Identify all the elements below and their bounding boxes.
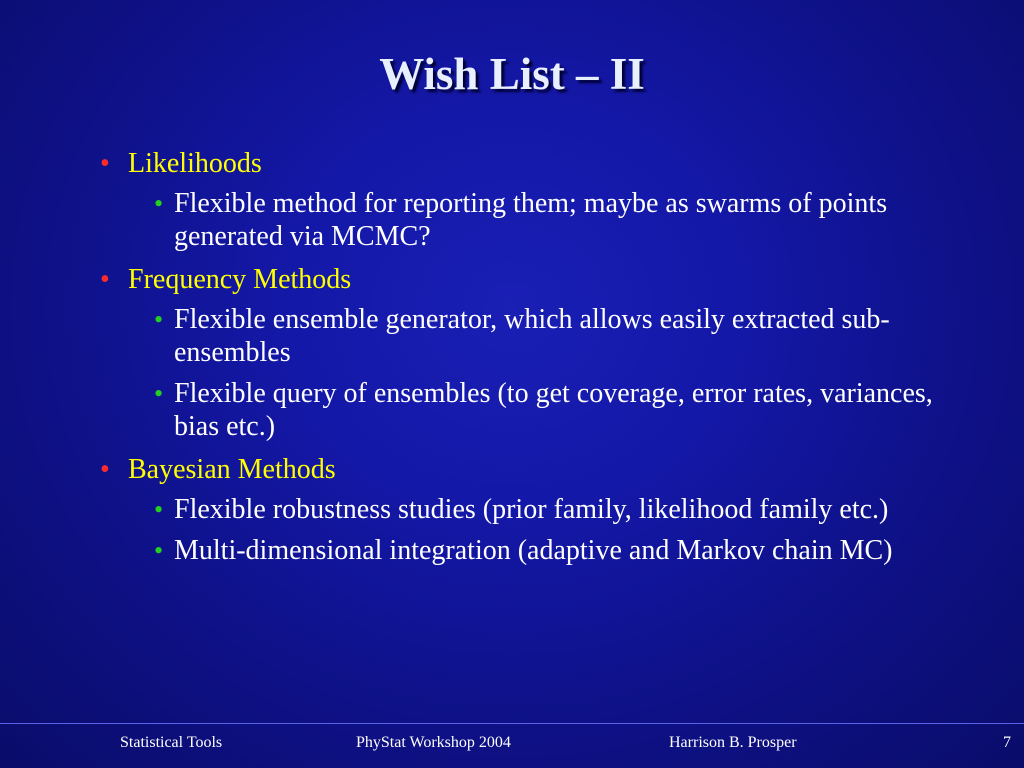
- footer-divider: [0, 723, 1024, 724]
- red-bullet-icon: •: [100, 148, 110, 179]
- red-bullet-icon: •: [100, 454, 110, 485]
- sub-bullet-item: [154, 493, 934, 526]
- page-number: 7: [1003, 734, 1011, 751]
- sub-bullet-text: Multi-dimensional integration (adaptive and Markov chain MC): [174, 535, 893, 566]
- sub-bullet-text: Flexible query of ensembles (to get coverage, error rates, variances, bias etc.): [174, 378, 933, 442]
- sub-bullet-text: Flexible robustness studies (prior family, likelihood family etc.): [174, 494, 889, 525]
- section-heading: Bayesian Methods: [128, 454, 336, 485]
- section-heading: Likelihoods: [128, 148, 262, 179]
- green-bullet-icon: •: [154, 379, 164, 408]
- sub-bullet-text: Flexible ensemble generator, which allows easily extracted sub-ensembles: [174, 304, 890, 368]
- footer-center: PhyStat Workshop 2004: [356, 734, 511, 751]
- sub-bullet-item: [154, 187, 934, 253]
- green-bullet-icon: •: [154, 189, 164, 218]
- green-bullet-icon: •: [154, 305, 164, 334]
- bullet-bayesian-methods: [100, 451, 960, 488]
- sub-bullet-text: Flexible method for reporting them; maybe as swarms of points generated via MCMC?: [174, 188, 888, 252]
- bullet-likelihoods: [100, 145, 960, 182]
- slide-content: [100, 145, 960, 575]
- section-heading: Frequency Methods: [128, 264, 352, 295]
- bullet-frequency-methods: [100, 261, 960, 298]
- footer-right: Harrison B. Prosper: [669, 734, 797, 751]
- sub-bullet-item: [154, 377, 934, 443]
- sub-bullet-item: [154, 303, 934, 369]
- red-bullet-icon: •: [100, 264, 110, 295]
- green-bullet-icon: •: [154, 536, 164, 565]
- slide-title: Wish List – II: [379, 49, 645, 99]
- footer-left: Statistical Tools: [120, 734, 223, 751]
- sub-bullet-item: [154, 534, 934, 567]
- green-bullet-icon: •: [154, 495, 164, 524]
